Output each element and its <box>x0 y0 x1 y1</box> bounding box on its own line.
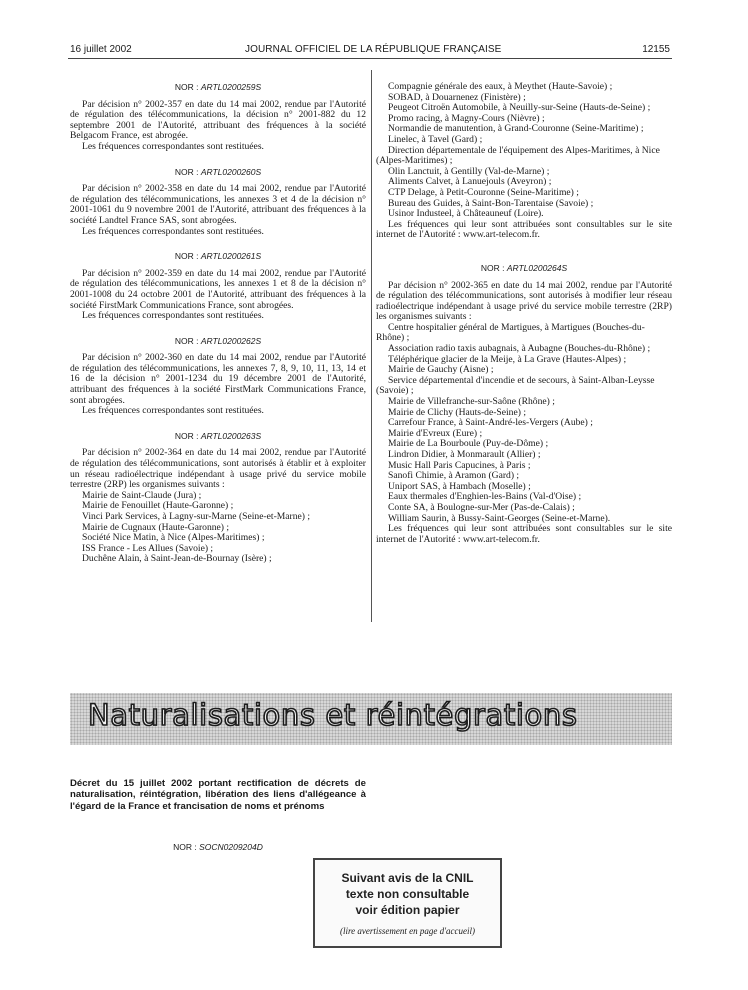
list-item: Mairie de Fenouillet (Haute-Garonne) ; <box>82 500 234 512</box>
cnil-notice-line: texte non consultable <box>345 887 470 901</box>
nor-line <box>70 431 366 442</box>
list-item: Mairie d'Evreux (Eure) ; <box>388 427 483 439</box>
section-banner-title: Naturalisations et réintégrations <box>88 698 578 732</box>
nor-prefix: NOR : <box>174 335 199 346</box>
decision-closing: Les fréquences correspondantes sont restituées. <box>82 310 264 322</box>
decret-title: Décret du 15 juillet 2002 portant rectification de décrets de naturalisation, réintégration, libération des liens d'allégeance à l'égard de la France et francisation de noms et prénoms <box>70 778 366 812</box>
nor-prefix: NOR : <box>174 430 199 441</box>
list-item: SOBAD, à Douarnenez (Finistère) ; <box>388 91 526 103</box>
header-date: 16 juillet 2002 <box>70 44 132 55</box>
decision-block <box>70 167 366 238</box>
list-item: Bureau des Guides, à Saint-Bon-Tarentaise (Savoie) ; <box>388 197 594 209</box>
decision-text: Par décision n° 2002-365 en date du 14 mai 2002, rendue par l'Autorité de régulation des télécommunications, sont autorisés à modifier leur réseau radioélectrique indépendant à usage privé du service mobile terrestre (2RP) les organismes suivants : <box>376 279 672 323</box>
list-item: Société Nice Matin, à Nice (Alpes-Maritimes) ; <box>82 532 265 544</box>
nor-code: ARTL0200260S <box>200 166 262 177</box>
nor-prefix: NOR : <box>174 251 199 262</box>
cnil-notice-line: voir édition papier <box>355 903 460 917</box>
list-item: Association radio taxis aubagnais, à Aubagne (Bouches-du-Rhône) ; <box>388 343 651 355</box>
list-item: Direction départementale de l'équipement des Alpes-Maritimes, à Nice (Alpes-Maritimes) ; <box>376 144 660 167</box>
list-item: Mairie de La Bourboule (Puy-de-Dôme) ; <box>388 438 549 450</box>
decision-text: Par décision n° 2002-360 en date du 14 mai 2002, rendue par l'Autorité de régulation des télécommunications, les annexes 7, 8, 9, 10, 11, 13, 14 et 16 de la décision n° 2001-1234 du 19 décembre 2001 de l'Autorité, attribuant des fréquences à la société FirstMark Communications France, sont abrogées. <box>70 352 366 406</box>
decision-text: Par décision n° 2002-364 en date du 14 mai 2002, rendue par l'Autorité de régulation des télécommunications, sont autorisés à établir et à exploiter un réseau radioélectrique indépendant à usage privé du service mobile terrestre (2RP) les organismes suivants : <box>70 447 366 491</box>
list-item: Promo racing, à Magny-Cours (Nièvre) ; <box>388 112 545 124</box>
journal-title: JOURNAL OFFICIEL DE LA RÉPUBLIQUE FRANÇAISE <box>245 44 502 55</box>
nor-prefix: NOR : <box>173 842 197 852</box>
list-item: Compagnie générale des eaux, à Meythet (Haute-Savoie) ; <box>388 81 613 92</box>
list-item: Olin Lanctuit, à Gentilly (Val-de-Marne) ; <box>388 165 550 177</box>
decision-text: Par décision n° 2002-359 en date du 14 mai 2002, rendue par l'Autorité de régulation des télécommunications, les annexes 1 et 8 de la décision n° 2001-1008 du 24 octobre 2001 de l'Autorité, attribuant des fréquences à la société FirstMark Communications France, sont abrogées. <box>70 267 366 311</box>
decision-closing: Les fréquences correspondantes sont restituées. <box>82 140 264 152</box>
nor-prefix: NOR : <box>174 82 199 92</box>
list-item: Mairie de Villefranche-sur-Saône (Rhône) ; <box>388 396 555 408</box>
page-number: 12155 <box>642 44 670 55</box>
nor-code: ARTL0200263S <box>200 430 262 441</box>
list-item: Conte SA, à Boulogne-sur-Mer (Pas-de-Calais) ; <box>388 501 575 513</box>
list-item: ISS France - Les Allues (Savoie) ; <box>82 542 214 554</box>
list-item: Mairie de Cugnaux (Haute-Garonne) ; <box>82 521 230 533</box>
nor-code: ARTL0200259S <box>200 82 262 92</box>
nor-line <box>376 263 672 274</box>
nor-code: SOCN0209204D <box>199 842 263 852</box>
list-item: Mairie de Gauchy (Aisne) ; <box>388 364 494 376</box>
decision-text: Par décision n° 2002-358 en date du 14 mai 2002, rendue par l'Autorité de régulation des télécommunications, les annexes 3 et 4 de la décision n° 2001-1061 du 9 novembre 2001 de l'Autorité, attribuant des fréquences à la société Landtel France SAS, sont abrogées. <box>70 183 366 226</box>
list-item: Aliments Calvet, à Lanuejouls (Aveyron) ; <box>388 176 552 188</box>
decision-closing: Les fréquences qui leur sont attribuées sont consultables sur le site internet de l'Autorité : www.art-telecom.fr. <box>376 523 672 545</box>
decision-block <box>70 336 366 417</box>
cnil-notice-line: Suivant avis de la CNIL <box>341 871 474 885</box>
list-item: Linelec, à Tavel (Gard) ; <box>388 133 483 145</box>
list-item: Eaux thermales d'Enghien-les-Bains (Val-d'Oise) ; <box>388 491 582 503</box>
nor-line <box>70 251 366 262</box>
list-item: Téléphérique glacier de la Meije, à La Grave (Hautes-Alpes) ; <box>388 353 627 365</box>
decision-block <box>70 251 366 322</box>
decision-text: Par décision n° 2002-357 en date du 14 mai 2002, rendue par l'Autorité de régulation des télécommunications, la décision n° 2001-882 du 12 septembre 2001 de l'Autorité, attribuant des fréquences à la société Belgacom France, est abrogée. <box>70 98 366 142</box>
list-item: Centre hospitalier général de Martigues, à Martigues (Bouches-du-Rhône) ; <box>376 321 645 344</box>
list-item: CTP Delage, à Petit-Couronne (Seine-Maritime) ; <box>388 186 579 198</box>
right-column <box>376 82 672 545</box>
nor-prefix: NOR : <box>480 262 505 273</box>
decision-block <box>70 431 366 565</box>
nor-code: ARTL0200262S <box>200 335 262 346</box>
list-item: Carrefour France, à Saint-André-les-Vergers (Aube) ; <box>388 417 593 429</box>
nor-line <box>70 82 366 93</box>
decision-closing: Les fréquences qui leur sont attribuées sont consultables sur le site internet de l'Autorité : www.art-telecom.fr. <box>376 218 672 241</box>
decision-block <box>376 263 672 545</box>
decret-nor-line <box>70 842 366 852</box>
list-item: Vinci Park Services, à Lagny-sur-Marne (Seine-et-Marne) ; <box>82 511 311 522</box>
nor-line <box>70 336 366 347</box>
list-item: Uniport SAS, à Hambach (Moselle) ; <box>388 480 531 492</box>
page-header <box>70 44 670 58</box>
decision-block <box>70 82 366 153</box>
list-item: Lindron Didier, à Monmarault (Allier) ; <box>388 449 541 460</box>
list-item: Duchêne Alain, à Saint-Jean-de-Bournay (Isère) ; <box>82 553 272 565</box>
list-item: Sanofi Chimie, à Aramon (Gard) ; <box>388 470 520 482</box>
column-separator <box>371 70 372 622</box>
list-item: Music Hall Paris Capucines, à Paris ; <box>388 459 531 471</box>
cnil-notice-box <box>313 858 502 948</box>
nor-prefix: NOR : <box>174 166 199 177</box>
cnil-notice-note: (lire avertissement en page d'accueil) <box>339 926 476 936</box>
header-rule <box>68 58 672 59</box>
list-item: William Saurin, à Bussy-Saint-Georges (Seine-et-Marne). <box>388 512 611 524</box>
left-column <box>70 82 366 565</box>
list-item: Peugeot Citroën Automobile, à Neuilly-sur-Seine (Hauts-de-Seine) ; <box>388 102 651 114</box>
decision-closing: Les fréquences correspondantes sont restituées. <box>82 405 264 417</box>
list-item: Mairie de Saint-Claude (Jura) ; <box>82 489 202 501</box>
list-item: Service départemental d'incendie et de secours, à Saint-Alban-Leysse (Savoie) ; <box>376 374 655 397</box>
list-item: Usinor Industeel, à Châteauneuf (Loire). <box>388 208 544 220</box>
decision-closing: Les fréquences correspondantes sont restituées. <box>82 225 264 237</box>
nor-line <box>70 167 366 178</box>
continued-list <box>376 82 672 241</box>
nor-code: ARTL0200264S <box>506 262 568 273</box>
list-item: Normandie de manutention, à Grand-Couronne (Seine-Maritime) ; <box>388 123 644 135</box>
nor-code: ARTL0200261S <box>200 251 262 262</box>
list-item: Mairie de Clichy (Hauts-de-Seine) ; <box>388 406 526 418</box>
